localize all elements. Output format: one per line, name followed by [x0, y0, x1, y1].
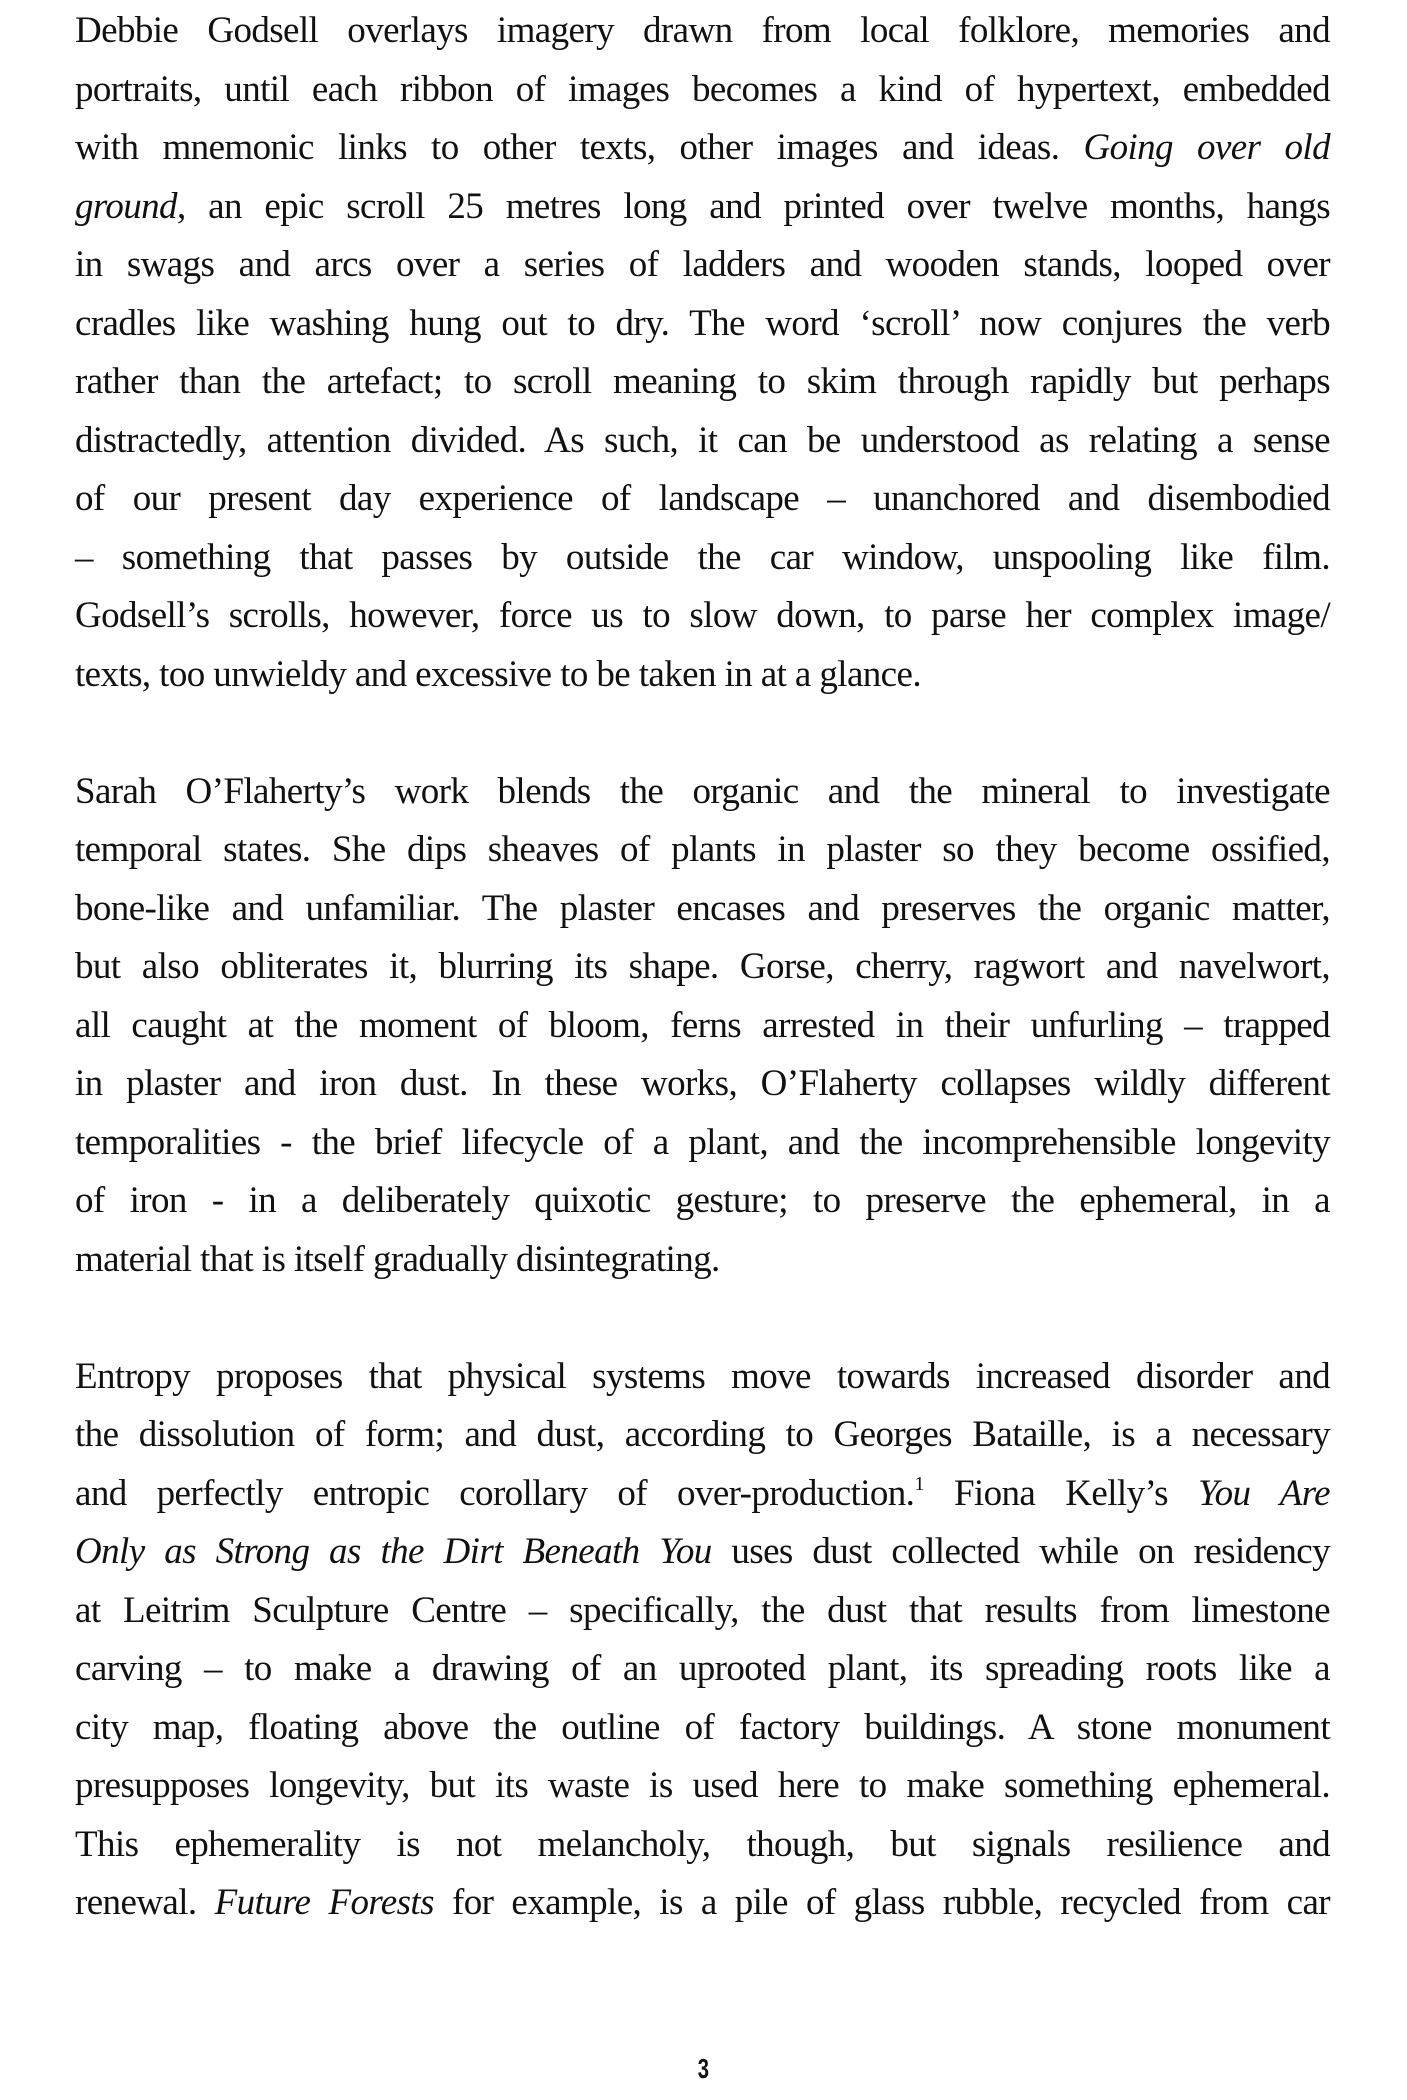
text-line [75, 1114, 1330, 1173]
text-run: distractedly, attention divided. As such, it can be understood as relating a sense [75, 419, 1330, 461]
text-run: city map, floating above the outline of factory buildings. A stone monument [75, 1706, 1330, 1748]
italic-title: Future Forests [214, 1882, 434, 1923]
text-line [75, 1231, 1330, 1290]
text-line [75, 61, 1330, 120]
text-line [75, 1582, 1330, 1641]
text-run: Debbie Godsell overlays imagery drawn from local folklore, memories and [75, 10, 1330, 51]
text-line [75, 529, 1330, 588]
text-run: but also obliterates it, blurring its shape. Gorse, cherry, ragwort and navelwort, [75, 946, 1330, 987]
text-line [75, 236, 1330, 295]
text-run: of our present day experience of landscape – unanchored and disembodied [75, 478, 1330, 519]
text-line [75, 646, 1330, 705]
text-run: carving – to make a drawing of an uprooted plant, its spreading roots like a [75, 1648, 1330, 1689]
text-run: renewal. [75, 1882, 215, 1923]
paragraph [75, 763, 1330, 1290]
text-run: bone-like and unfamiliar. The plaster encases and preserves the organic matter, [75, 887, 1330, 929]
italic-title: Going over old [1083, 127, 1330, 168]
text-line [75, 2, 1330, 61]
text-run: the dissolution of form; and dust, according to Georges Bataille, is a necessary [75, 1414, 1330, 1455]
footnote-reference: 1 [914, 1472, 924, 1495]
text-line [75, 1874, 1330, 1933]
text-line [75, 997, 1330, 1056]
text-run: Godsell’s scrolls, however, force us to slow down, to parse her complex image/ [75, 595, 1330, 636]
text-run: Entropy proposes that physical systems move towards increased disorder and [75, 1355, 1330, 1397]
paragraph [75, 1348, 1330, 1933]
text-line [75, 1523, 1330, 1582]
text-line [75, 1348, 1330, 1407]
text-run: of iron - in a deliberately quixotic gesture; to preserve the ephemeral, in a [75, 1180, 1330, 1221]
text-line [75, 470, 1330, 529]
text-line [75, 295, 1330, 354]
text-line [75, 119, 1330, 178]
text-run: Fiona Kelly’s [923, 1472, 1198, 1514]
text-run: with mnemonic links to other texts, other images and ideas. [75, 127, 1084, 168]
text-run: in swags and arcs over a series of ladders and wooden stands, looped over [75, 244, 1330, 285]
text-run: temporal states. She dips sheaves of plants in plaster so they become ossified, [75, 829, 1330, 870]
text-run: This ephemerality is not melancholy, though, but signals resilience and [75, 1823, 1330, 1865]
text-line [75, 1406, 1330, 1465]
italic-title: Only as Strong as the Dirt Beneath You [75, 1531, 712, 1572]
body-text [75, 2, 1330, 1991]
text-line [75, 178, 1330, 237]
text-line [75, 587, 1330, 646]
text-run: material that is itself gradually disintegrating. [75, 1238, 720, 1280]
italic-title: ground [75, 185, 177, 227]
text-run: for example, is a pile of glass rubble, recycled from car [433, 1882, 1330, 1923]
text-run: all caught at the moment of bloom, ferns arrested in their unfurling – trapped [75, 1004, 1330, 1046]
text-run: texts, too unwieldy and excessive to be taken in at a glance. [75, 653, 921, 695]
text-line [75, 763, 1330, 822]
text-line [75, 1465, 1330, 1524]
text-run: in plaster and iron dust. In these works, O’Flaherty collapses wildly different [75, 1063, 1330, 1104]
text-run: and perfectly entropic corollary of over-production. [75, 1472, 915, 1514]
text-run: cradles like washing hung out to dry. The word ‘scroll’ now conjures the verb [75, 302, 1330, 344]
text-line [75, 821, 1330, 880]
text-run: presupposes longevity, but its waste is used here to make something ephemeral. [75, 1765, 1330, 1806]
page-number: 3 [697, 2053, 709, 2084]
text-line [75, 412, 1330, 471]
text-run: Sarah O’Flaherty’s work blends the organic and the mineral to investigate [75, 770, 1330, 812]
text-line [75, 880, 1330, 939]
text-line [75, 1172, 1330, 1231]
italic-title: You Are [1197, 1472, 1330, 1514]
text-line [75, 938, 1330, 997]
text-line [75, 1699, 1330, 1758]
text-run: portraits, until each ribbon of images becomes a kind of hypertext, embedded [75, 68, 1330, 110]
text-run: , an epic scroll 25 metres long and printed over twelve months, hangs [176, 185, 1330, 227]
text-run: – something that passes by outside the car window, unspooling like film. [75, 536, 1330, 578]
text-line [75, 1055, 1330, 1114]
text-line [75, 1757, 1330, 1816]
text-run: rather than the artefact; to scroll meaning to skim through rapidly but perhaps [75, 361, 1330, 402]
text-line [75, 1816, 1330, 1875]
text-run: temporalities - the brief lifecycle of a plant, and the incomprehensible longevity [75, 1121, 1330, 1163]
text-run: uses dust collected while on residency [711, 1531, 1331, 1572]
text-line [75, 1640, 1330, 1699]
text-line [75, 353, 1330, 412]
paragraph [75, 2, 1330, 704]
text-run: at Leitrim Sculpture Centre – specifically, the dust that results from limestone [75, 1589, 1330, 1631]
